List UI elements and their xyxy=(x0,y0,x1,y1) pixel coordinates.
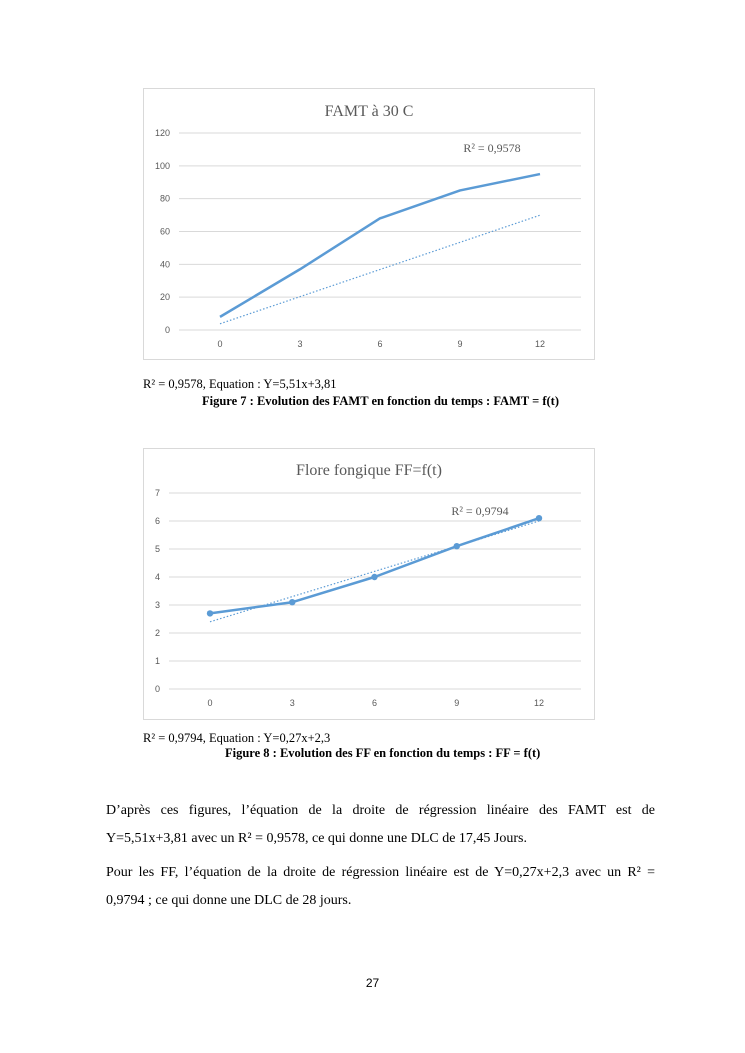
x-tick-label: 3 xyxy=(297,339,303,349)
chart-title: FAMT à 30 C xyxy=(324,103,414,120)
y-tick-label: 4 xyxy=(154,572,160,582)
paragraph-ff xyxy=(106,859,655,915)
y-tick-label: 80 xyxy=(159,193,170,204)
data-point xyxy=(371,574,377,580)
paragraph-ff-line-1: Pour les FF, l’équation de la droite de régression linéaire est de Y=0,27x+2,3 avec un R² = xyxy=(106,865,655,880)
figure-8-caption: Figure 8 : Evolution des FF en fonction du temps : FF = f(t) xyxy=(225,746,541,760)
x-tick-label: 12 xyxy=(534,339,546,349)
chart-famt xyxy=(143,88,595,360)
y-tick-label: 6 xyxy=(154,516,160,526)
paragraph-ff-line-2: 0,9794 ; ce qui donne une DLC de 28 jours. xyxy=(106,893,352,908)
data-point xyxy=(536,515,542,521)
paragraph-famt-line-2: Y=5,51x+3,81 avec un R² = 0,9578, ce qui donne une DLC de 17,45 Jours. xyxy=(106,831,527,846)
y-tick-label: 40 xyxy=(159,259,170,270)
x-tick-label: 3 xyxy=(289,698,295,708)
chart-ff-svg xyxy=(144,449,594,719)
r-squared-label: R² = 0,9794 xyxy=(451,504,509,518)
y-tick-label: 120 xyxy=(154,128,170,138)
x-tick-label: 9 xyxy=(457,339,463,349)
chart-ff xyxy=(143,448,595,720)
y-tick-label: 20 xyxy=(159,292,170,303)
paragraph-famt xyxy=(106,797,655,853)
data-point xyxy=(454,543,460,549)
x-tick-label: 6 xyxy=(371,698,378,708)
x-tick-label: 0 xyxy=(217,339,223,349)
y-tick-label: 100 xyxy=(154,160,170,171)
chart-famt-svg xyxy=(144,89,594,359)
r-squared-label: R² = 0,9578 xyxy=(463,141,521,155)
figure-8-equation: R² = 0,9794, Equation : Y=0,27x+2,3 xyxy=(143,731,331,745)
series-line xyxy=(210,518,539,613)
figure-7-caption: Figure 7 : Evolution des FAMT en fonction du temps : FAMT = f(t) xyxy=(202,394,560,408)
y-tick-label: 1 xyxy=(154,656,160,666)
y-tick-label: 3 xyxy=(154,600,160,610)
data-point xyxy=(289,599,295,605)
x-tick-label: 12 xyxy=(533,698,545,708)
page-number: 27 xyxy=(365,976,380,990)
paragraph-famt-line-1: D’après ces figures, l’équation de la droite de régression linéaire des FAMT est de xyxy=(106,803,655,818)
figure-7-equation: R² = 0,9578, Equation : Y=5,51x+3,81 xyxy=(143,377,337,391)
series-line xyxy=(220,174,540,317)
y-tick-label: 0 xyxy=(154,684,160,694)
y-tick-label: 60 xyxy=(159,226,170,237)
x-tick-label: 6 xyxy=(377,339,383,349)
x-tick-label: 0 xyxy=(207,698,213,708)
data-point xyxy=(207,610,213,616)
y-tick-label: 7 xyxy=(154,488,160,498)
y-tick-label: 2 xyxy=(154,628,160,638)
chart-title: Flore fongique FF=f(t) xyxy=(296,462,442,479)
y-tick-label: 5 xyxy=(154,544,160,554)
y-tick-label: 0 xyxy=(164,325,170,335)
x-tick-label: 9 xyxy=(454,698,460,708)
